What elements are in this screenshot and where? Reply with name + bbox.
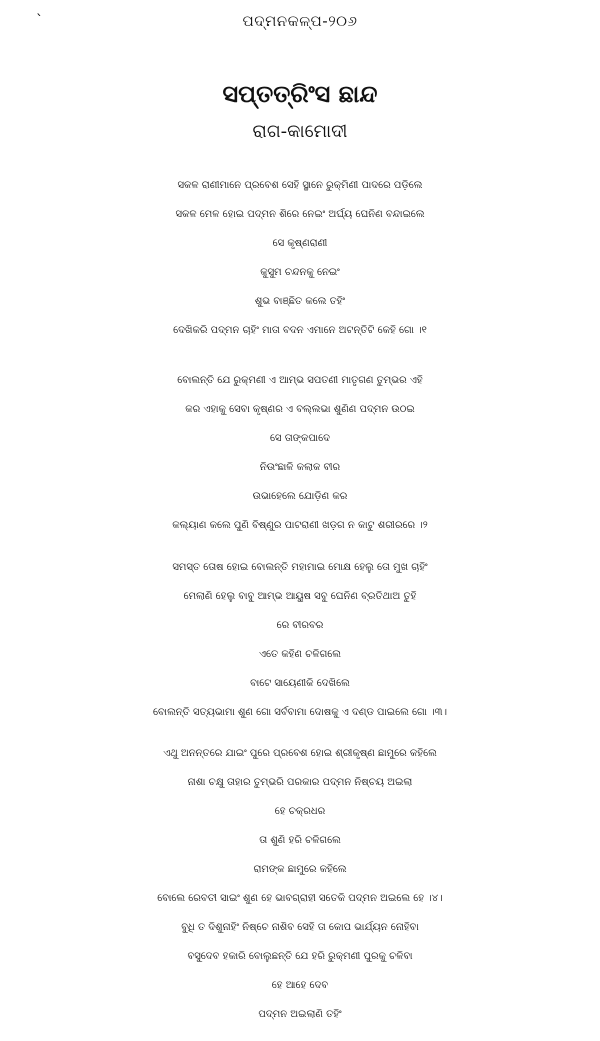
corner-mark: ` bbox=[36, 13, 43, 29]
verse-line: ରେ ବୀରବର bbox=[276, 620, 324, 631]
verse-line: ପଦ୍ମନ ଅଇଲାଣି ତହିଂ bbox=[258, 1009, 342, 1020]
verse-line: ସକଳ ରାଣୀମାନେ ପ୍ରବେଶ ସେହି ସ୍ଥାନେ ରୁକ୍ମିଣୀ ପାଦରେ ପଡ଼ିଲେ bbox=[177, 180, 423, 191]
verse-line: ନାଶା ଚକ୍ଷୁ ତାହାର ତୁମ୍ଭରି ପରକାର ପଦ୍ମନ ନିଷ୍ଚୟ ଅଇଲା bbox=[187, 777, 413, 788]
verse-line: ବାଟେ ସାୟେଣୀକି ଦେଖିଲେ bbox=[250, 678, 350, 689]
verse-line: ସେ କୃଷ୍ଣରାଣୀ bbox=[272, 238, 328, 249]
stanza-2 bbox=[0, 366, 600, 540]
verse-line: ତା ଶୁଣି ହରି ଚଳିଗଲେ bbox=[259, 835, 341, 846]
stanza-3 bbox=[0, 553, 600, 727]
verse-line: କୁସୁମ ଚନ୍ଦନକୁ ନେଇଂ bbox=[260, 267, 340, 278]
verse-line: ସେ ତାଙ୍କପାଦେ bbox=[270, 433, 330, 444]
chapter-title: ସପ୍ତତ୍ରିଂସ ଛାନ୍ଦ bbox=[222, 80, 378, 108]
stanza-1 bbox=[0, 171, 600, 345]
running-head: ପଦ୍ମନକଳ୍ପ-୨୦୬ bbox=[242, 12, 358, 30]
verse-line: ଶୁଭ ବାଞ୍ଛିତ କଲେ ତହିଂ bbox=[254, 296, 346, 307]
raga-subtitle: ରାଗ-କାମୋଦୀ bbox=[252, 121, 348, 142]
verse-line: ବୋଲନ୍ତି ସତ୍ୟଭାମା ଶୁଣ ଗୋ ସର୍ବବାମା ଦୋଷକୁ ଏ ଦଣ୍ଡ ପାଇଲେ ଗୋ ।୩। bbox=[152, 707, 448, 718]
verse-line: ସକଳ ମେଳ ହୋଇ ପଦ୍ମନ ଶିରେ ନେଇଂ ଅର୍ଘ୍ୟ ଘେନିଣ ବନ୍ଦାଇଲେ bbox=[175, 209, 425, 220]
verse-line: ବୁଧି ତ ଦିଶୁନାହିଂ ନିଷ୍ଚେ ନାଶିବ ସେହି ତା କୋପ ଭାର୍ଯ୍ୟନ ନୋହିବା bbox=[181, 922, 419, 933]
verse-line: ମେଲାଣି ହେଲୁ ବାବୁ ଆମ୍ଭ ଆୟୁଷ ସବୁ ଘେନିଣ ବ୍ରତିଥାଅ ତୁହି bbox=[183, 591, 417, 602]
verse-line: ବସୁଦେବ ହକାରି ବୋଲୁଛନ୍ତି ଯେ ହରି ରୁକ୍ମଣୀ ପୁରକୁ ଚଳିବା bbox=[187, 951, 413, 962]
verse-line: ବୋଲେ ରେବତୀ ସାଇଂ ଶୁଣ ହେ ଭାବଗ୍ରାହୀ ସତେକି ପଦ୍ମନ ଅଇଲେ ହେ ।୪। bbox=[157, 893, 443, 904]
verse-line: ହେ ଚକ୍ରଧର bbox=[274, 806, 326, 817]
verse-line: ସମସ୍ତ ତୋଷ ହୋଇ ବୋଲନ୍ତି ମହାମାଇ ମୋକ୍ଷ ହେଲୁ ତୋ ମୁଖ ଚାହିଂ bbox=[172, 562, 428, 573]
verse-line: ଏଥୁ ଅନନ୍ତରେ ଯାଇଂ ପୁରେ ପ୍ରବେଶ ହୋଇ ଶ୍ରୀକୃଷ୍ଣ ଛାମୁରେ କହିଲେ bbox=[163, 748, 437, 759]
verse-line: ହେ ଆହେ ଦେବ bbox=[271, 980, 329, 991]
stanza-4 bbox=[0, 739, 600, 1029]
verse-line: କଲ୍ୟାଣ କଲେ ପୁଣି ବିଷ୍ଣୁର ପାଟରାଣୀ ଖଡ଼ଗ ନ କାଟୁ ଶରୀରରେ ।୨ bbox=[172, 520, 428, 531]
verse-line: ରାମଙ୍କ ଛାମୁରେ କହିଲେ bbox=[253, 864, 347, 875]
verse-line: ଉଭାହେଲେ ଯୋଡ଼ିଣ କର bbox=[252, 491, 348, 502]
verse-line: ଦେଖିକରି ପଦ୍ମନ ଚାହିଂ ମାତା ବଦନ ଏମାନେ ଅଟନ୍ତିଟି କେହି ଗୋ ।୧ bbox=[173, 325, 427, 336]
verse-line: ଏତେ କହିଣ ଚଳିଗଲେ bbox=[258, 649, 342, 660]
verse-line: ନିଉଂଛାଳି କଲାକ ବୀର bbox=[259, 462, 341, 473]
verse-line: ବୋଲନ୍ତି ଯେ ରୁକ୍ମଣୀ ଏ ଆମ୍ଭ ସପତଣୀ ମାତୃଗଣ ତୁମ୍ଭର ଏହି bbox=[177, 375, 423, 386]
verse-line: କର ଏହାକୁ ସେବା କୃଷ୍ଣର ଏ ବଲ୍ଲଭା ଶୁଣିଣ ପଦ୍ମନ ଉଠଇ bbox=[185, 404, 415, 415]
